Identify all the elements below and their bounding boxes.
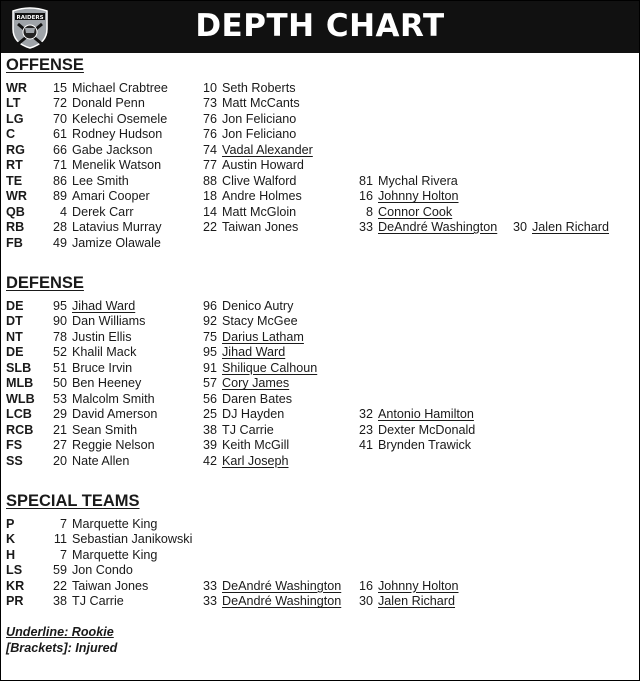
player-name: Rodney Hudson (72, 127, 163, 142)
player-entry (198, 220, 298, 235)
jersey-number: 21 (52, 422, 67, 437)
jersey-number: 50 (52, 376, 67, 391)
player-entry (198, 594, 341, 609)
position-label: DE (6, 345, 24, 360)
depth-row (1, 563, 639, 578)
jersey-number: 30 (358, 594, 373, 609)
jersey-number: 71 (52, 158, 67, 173)
player-name: Taiwan Jones (222, 220, 299, 235)
jersey-number: 33 (202, 594, 217, 609)
jersey-number: 57 (202, 376, 217, 391)
player-entry (48, 438, 155, 453)
player-name: Amari Cooper (72, 189, 150, 204)
depth-row (1, 174, 639, 189)
player-entry (48, 299, 135, 314)
player-name: Jihad Ward (72, 299, 136, 313)
logo-text: RAIDERS (16, 15, 44, 21)
position-label: LG (6, 111, 24, 126)
player-entry (198, 189, 302, 204)
position-label: TE (6, 173, 23, 188)
player-name: Jamize Olawale (72, 235, 161, 250)
player-entry (198, 454, 289, 469)
player-entry (198, 392, 292, 407)
player-entry (354, 205, 452, 220)
player-name: DeAndré Washington (378, 220, 498, 235)
position-label: DT (6, 314, 23, 329)
jersey-number: 76 (202, 111, 217, 126)
player-name: Marquette King (72, 547, 158, 562)
jersey-number: 77 (202, 158, 217, 173)
player-entry (354, 407, 474, 422)
player-name: Johnny Holton (378, 578, 459, 593)
position-label: RB (6, 220, 25, 235)
jersey-number: 16 (358, 578, 373, 593)
position-label: WR (6, 189, 27, 204)
jersey-number: 74 (202, 142, 217, 157)
depth-row (1, 205, 639, 220)
jersey-number: 61 (52, 127, 67, 142)
jersey-number: 7 (59, 547, 67, 562)
depth-row (1, 454, 639, 469)
player-entry (198, 96, 300, 111)
player-entry (48, 345, 136, 360)
jersey-number: 95 (52, 299, 67, 313)
position-label: FS (6, 438, 23, 453)
jersey-number: 59 (52, 563, 67, 578)
depth-row (1, 361, 639, 376)
section-title: OFFENSE (6, 56, 84, 74)
player-entry (354, 438, 471, 453)
jersey-number: 88 (202, 173, 217, 188)
player-entry (354, 579, 459, 594)
player-name: Jalen Richard (532, 220, 610, 235)
player-entry (48, 454, 129, 469)
player-entry (48, 143, 153, 158)
player-entry (198, 205, 296, 220)
player-name: Malcolm Smith (72, 391, 155, 406)
position-label: K (6, 532, 16, 547)
jersey-number: 29 (52, 407, 67, 422)
player-name: Shilique Calhoun (222, 360, 318, 375)
legend-injured: [Brackets]: Injured (6, 641, 118, 655)
jersey-number: 75 (202, 329, 217, 344)
player-name: Dan Williams (72, 314, 146, 329)
position-label: NT (6, 329, 23, 344)
player-name: Matt McCants (222, 96, 300, 111)
jersey-number: 23 (358, 422, 373, 437)
player-name: Latavius Murray (72, 220, 162, 235)
player-entry (354, 594, 455, 609)
position-label: C (6, 127, 16, 142)
player-name: Taiwan Jones (72, 578, 149, 593)
player-name: DeAndré Washington (222, 578, 342, 593)
depth-row (1, 579, 639, 594)
depth-row (1, 127, 639, 142)
player-name: Jon Feliciano (222, 111, 297, 126)
depth-row (1, 548, 639, 563)
depth-row (1, 376, 639, 391)
player-name: Derek Carr (72, 204, 134, 219)
depth-row (1, 189, 639, 204)
player-name: Brynden Trawick (378, 438, 472, 453)
jersey-number: 91 (202, 360, 217, 375)
player-name: DeAndré Washington (222, 594, 342, 609)
depth-row (1, 423, 639, 438)
player-name: Nate Allen (72, 453, 130, 468)
position-label: WR (6, 81, 27, 95)
player-entry (198, 314, 298, 329)
player-entry (354, 189, 459, 204)
player-name: Kelechi Osemele (72, 111, 168, 126)
depth-row (1, 220, 639, 235)
player-name: Seth Roberts (222, 81, 296, 95)
jersey-number: 10 (202, 81, 217, 95)
jersey-number: 81 (358, 173, 373, 188)
jersey-number: 53 (52, 391, 67, 406)
jersey-number: 27 (52, 438, 67, 453)
jersey-number: 41 (358, 438, 373, 453)
depth-row (1, 392, 639, 407)
page-title: DEPTH CHART (195, 8, 445, 44)
player-entry (198, 579, 341, 594)
position-label: FB (6, 235, 23, 250)
player-name: Jon Condo (72, 563, 133, 578)
section-title: SPECIAL TEAMS (6, 492, 140, 510)
depth-row (1, 158, 639, 173)
player-entry (198, 361, 317, 376)
player-entry (198, 143, 313, 158)
legend-rookie (6, 625, 114, 639)
player-name: Stacy McGee (222, 314, 298, 329)
player-entry (198, 438, 289, 453)
player-entry (198, 407, 284, 422)
position-label: SS (6, 453, 23, 468)
player-entry (48, 423, 137, 438)
jersey-number: 4 (59, 204, 67, 219)
player-entry (48, 127, 162, 142)
player-entry (48, 236, 161, 251)
player-entry (48, 81, 168, 96)
player-name: Ben Heeney (72, 376, 142, 391)
player-entry (48, 330, 132, 345)
position-label: WLB (6, 391, 35, 406)
depth-row (1, 407, 639, 422)
depth-row (1, 143, 639, 158)
legend-rookie-text: Underline: Rookie (6, 625, 114, 639)
player-entry (198, 158, 304, 173)
player-name: Austin Howard (222, 158, 304, 173)
jersey-number: 25 (202, 407, 217, 422)
player-entry (354, 220, 497, 235)
depth-row (1, 330, 639, 345)
position-label: LCB (6, 407, 32, 422)
player-name: Justin Ellis (72, 329, 132, 344)
player-name: TJ Carrie (222, 422, 274, 437)
jersey-number: 66 (52, 142, 67, 157)
player-entry (354, 174, 458, 189)
player-entry (48, 563, 133, 578)
player-name: Andre Holmes (222, 189, 302, 204)
player-name: Connor Cook (378, 204, 453, 219)
position-label: P (6, 517, 15, 531)
player-entry (198, 423, 274, 438)
player-name: Matt McGloin (222, 204, 297, 219)
player-entry (198, 299, 293, 314)
player-entry (48, 314, 145, 329)
player-name: Khalil Mack (72, 345, 137, 360)
position-label: MLB (6, 376, 34, 391)
position-label: LT (6, 96, 21, 111)
player-name: Gabe Jackson (72, 142, 153, 157)
player-name: Lee Smith (72, 173, 129, 188)
position-label: PR (6, 594, 24, 609)
position-label: H (6, 547, 16, 562)
jersey-number: 96 (202, 299, 217, 313)
jersey-number: 51 (52, 360, 67, 375)
jersey-number: 28 (52, 220, 67, 235)
player-entry (508, 220, 609, 235)
player-name: Karl Joseph (222, 453, 289, 468)
jersey-number: 18 (202, 189, 217, 204)
player-name: Daren Bates (222, 391, 293, 406)
player-name: Sebastian Janikowski (72, 532, 193, 547)
position-label: RT (6, 158, 23, 173)
player-entry (48, 517, 157, 532)
jersey-number: 7 (59, 517, 67, 531)
player-entry (48, 174, 129, 189)
player-name: DJ Hayden (222, 407, 285, 422)
player-name: TJ Carrie (72, 594, 124, 609)
player-entry (198, 376, 289, 391)
jersey-number: 73 (202, 96, 217, 111)
player-name: Vadal Alexander (222, 142, 313, 157)
player-entry (48, 579, 148, 594)
player-name: Jihad Ward (222, 345, 286, 360)
jersey-number: 30 (512, 220, 527, 235)
player-name: Sean Smith (72, 422, 138, 437)
jersey-number: 11 (53, 532, 67, 547)
jersey-number: 16 (358, 189, 373, 204)
player-name: Donald Penn (72, 96, 145, 111)
jersey-number: 70 (52, 111, 67, 126)
jersey-number: 8 (365, 204, 373, 219)
jersey-number: 38 (52, 594, 67, 609)
player-name: Antonio Hamilton (378, 407, 474, 422)
jersey-number: 72 (52, 96, 67, 111)
jersey-number: 38 (202, 422, 217, 437)
player-entry (48, 220, 162, 235)
jersey-number: 76 (202, 127, 217, 142)
jersey-number: 52 (52, 345, 67, 360)
jersey-number: 33 (358, 220, 373, 235)
player-name: Keith McGill (222, 438, 290, 453)
player-name: Dexter McDonald (378, 422, 476, 437)
jersey-number: 42 (202, 453, 217, 468)
jersey-number: 95 (202, 345, 217, 360)
jersey-number: 90 (52, 314, 67, 329)
player-entry (48, 407, 157, 422)
jersey-number: 89 (52, 189, 67, 204)
player-entry (48, 548, 157, 563)
depth-row (1, 438, 639, 453)
player-entry (198, 330, 304, 345)
jersey-number: 22 (202, 220, 217, 235)
position-label: QB (6, 204, 25, 219)
position-label: RCB (6, 422, 34, 437)
player-name: Marquette King (72, 517, 158, 531)
position-label: KR (6, 578, 25, 593)
jersey-number: 14 (202, 204, 217, 219)
player-name: Denico Autry (222, 299, 294, 313)
jersey-number: 56 (202, 391, 217, 406)
player-name: Johnny Holton (378, 189, 459, 204)
depth-row (1, 299, 639, 314)
player-entry (48, 594, 124, 609)
jersey-number: 49 (52, 235, 67, 250)
depth-row (1, 532, 639, 547)
position-label: LS (6, 563, 23, 578)
depth-row (1, 96, 639, 111)
position-label: DE (6, 299, 24, 313)
player-entry (48, 361, 132, 376)
header-bar (1, 1, 639, 53)
player-name: Bruce Irvin (72, 360, 133, 375)
section-title: DEFENSE (6, 274, 84, 292)
depth-row (1, 314, 639, 329)
depth-row (1, 345, 639, 360)
jersey-number: 92 (202, 314, 217, 329)
player-entry (48, 376, 141, 391)
jersey-number: 86 (52, 173, 67, 188)
jersey-number: 78 (52, 329, 67, 344)
player-entry (198, 345, 285, 360)
player-entry (48, 392, 155, 407)
player-entry (198, 127, 296, 142)
player-name: Menelik Watson (72, 158, 162, 173)
player-entry (198, 174, 296, 189)
jersey-number: 22 (52, 578, 67, 593)
jersey-number: 20 (52, 453, 67, 468)
player-entry (48, 189, 150, 204)
player-name: Cory James (222, 376, 290, 391)
player-name: Clive Walford (222, 173, 297, 188)
player-entry (48, 532, 192, 547)
player-name: Michael Crabtree (72, 81, 168, 95)
depth-row (1, 81, 639, 96)
player-entry (48, 205, 134, 220)
jersey-number: 39 (202, 438, 217, 453)
depth-row (1, 112, 639, 127)
player-entry (198, 112, 296, 127)
player-name: Mychal Rivera (378, 173, 458, 188)
depth-row (1, 594, 639, 609)
player-name: Reggie Nelson (72, 438, 155, 453)
jersey-number: 32 (358, 407, 373, 422)
player-name: Jon Feliciano (222, 127, 297, 142)
player-name: David Amerson (72, 407, 158, 422)
depth-row (1, 236, 639, 251)
depth-row (1, 517, 639, 532)
player-entry (48, 158, 161, 173)
position-label: RG (6, 142, 25, 157)
player-name: Darius Latham (222, 329, 304, 344)
jersey-number: 33 (202, 578, 217, 593)
player-entry (198, 81, 296, 96)
player-entry (48, 96, 145, 111)
jersey-number: 15 (52, 81, 67, 95)
player-entry (354, 423, 475, 438)
player-name: Jalen Richard (378, 594, 456, 609)
position-label: SLB (6, 360, 32, 375)
player-entry (48, 112, 167, 127)
